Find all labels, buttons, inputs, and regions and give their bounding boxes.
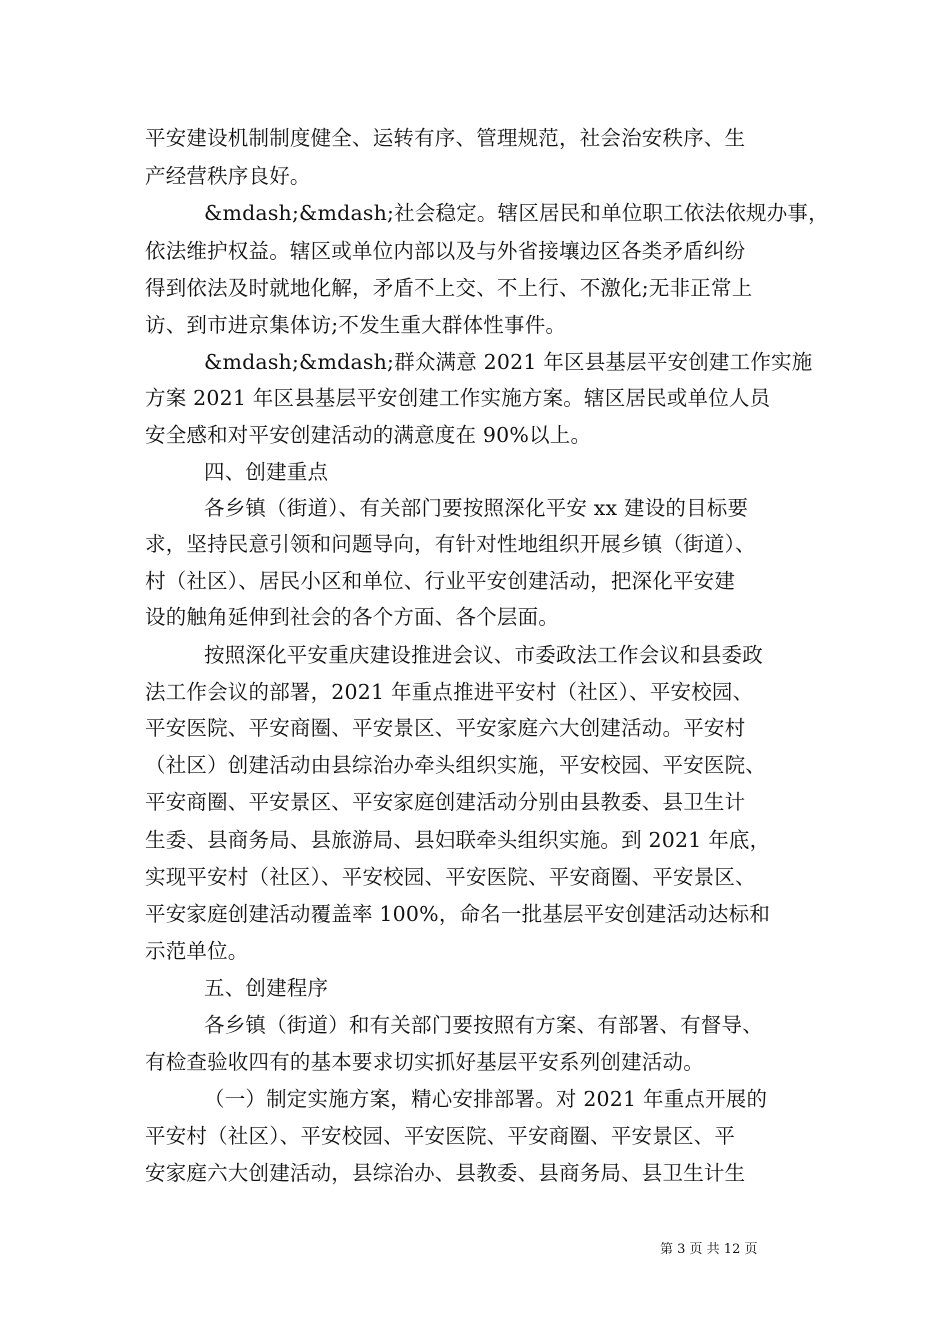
text-line: 有检查验收四有的基本要求切实抓好基层平安系列创建活动。: [145, 1050, 704, 1074]
text-line: 平安村（社区）、平安校园、平安医院、平安商圈、平安景区、平: [145, 1124, 736, 1148]
text-line: 访、到市进京集体访;不发生重大群体性事件。: [145, 313, 567, 337]
text-line: 生委、县商务局、县旅游局、县妇联牵头组织实施。到 2021 年底，: [145, 828, 771, 852]
text-line: 示范单位。: [145, 939, 249, 963]
text-line: 设的触角延伸到社会的各个方面、各个层面。: [145, 605, 559, 629]
section-heading: 五、创建程序: [204, 976, 329, 1000]
text-line: 平安家庭创建活动覆盖率 100%，命名一批基层平安创建活动达标和: [145, 902, 771, 926]
text-line: 平安商圈、平安景区、平安家庭创建活动分别由县教委、县卫生计: [145, 790, 746, 814]
text-line: 实现平安村（社区）、平安校园、平安医院、平安商圈、平安景区、: [145, 865, 756, 889]
text-line: 平安建设机制制度健全、运转有序、管理规范，社会治安秩序、生: [145, 126, 746, 150]
page-number: 第 3 页 共 12 页: [660, 1242, 758, 1257]
text-line: 各乡镇（街道）、有关部门要按照深化平安 xx 建设的目标要: [204, 496, 749, 520]
text-line: 产经营秩序良好。: [145, 164, 311, 188]
text-line: 方案 2021 年区县基层平安创建工作实施方案。辖区居民或单位人员: [145, 386, 771, 410]
text-line: （一）制定实施方案，精心安排部署。对 2021 年重点开展的: [204, 1087, 768, 1111]
text-line: 得到依法及时就地化解，矛盾不上交、不上行、不激化;无非正常上: [145, 276, 753, 300]
text-line: &mdash;&mdash;群众满意 2021 年区县基层平安创建工作实施: [204, 350, 813, 374]
text-line: （社区）创建活动由县综治办牵头组织实施，平安校园、平安医院、: [145, 753, 766, 777]
text-line: &mdash;&mdash;社会稳定。辖区居民和单位职工依法依规办事，: [204, 201, 829, 225]
text-line: 求，坚持民意引领和问题导向，有针对性地组织开展乡镇（街道）、: [145, 532, 756, 556]
text-line: 安家庭六大创建活动，县综治办、县教委、县商务局、县卫生计生: [145, 1161, 746, 1185]
text-line: 按照深化平安重庆建设推进会议、市委政法工作会议和县委政: [204, 643, 763, 667]
text-line: 依法维护权益。辖区或单位内部以及与外省接壤边区各类矛盾纠纷: [145, 239, 746, 263]
text-line: 安全感和对平安创建活动的满意度在 90%以上。: [145, 423, 592, 447]
text-line: 村（社区）、居民小区和单位、行业平安创建活动，把深化平安建: [145, 569, 736, 593]
section-heading: 四、创建重点: [204, 460, 329, 484]
text-line: 法工作会议的部署，2021 年重点推进平安村（社区）、平安校园、: [145, 680, 754, 704]
text-line: 平安医院、平安商圈、平安景区、平安家庭六大创建活动。平安村: [145, 716, 746, 740]
text-line: 各乡镇（街道）和有关部门要按照有方案、有部署、有督导、: [204, 1013, 763, 1037]
